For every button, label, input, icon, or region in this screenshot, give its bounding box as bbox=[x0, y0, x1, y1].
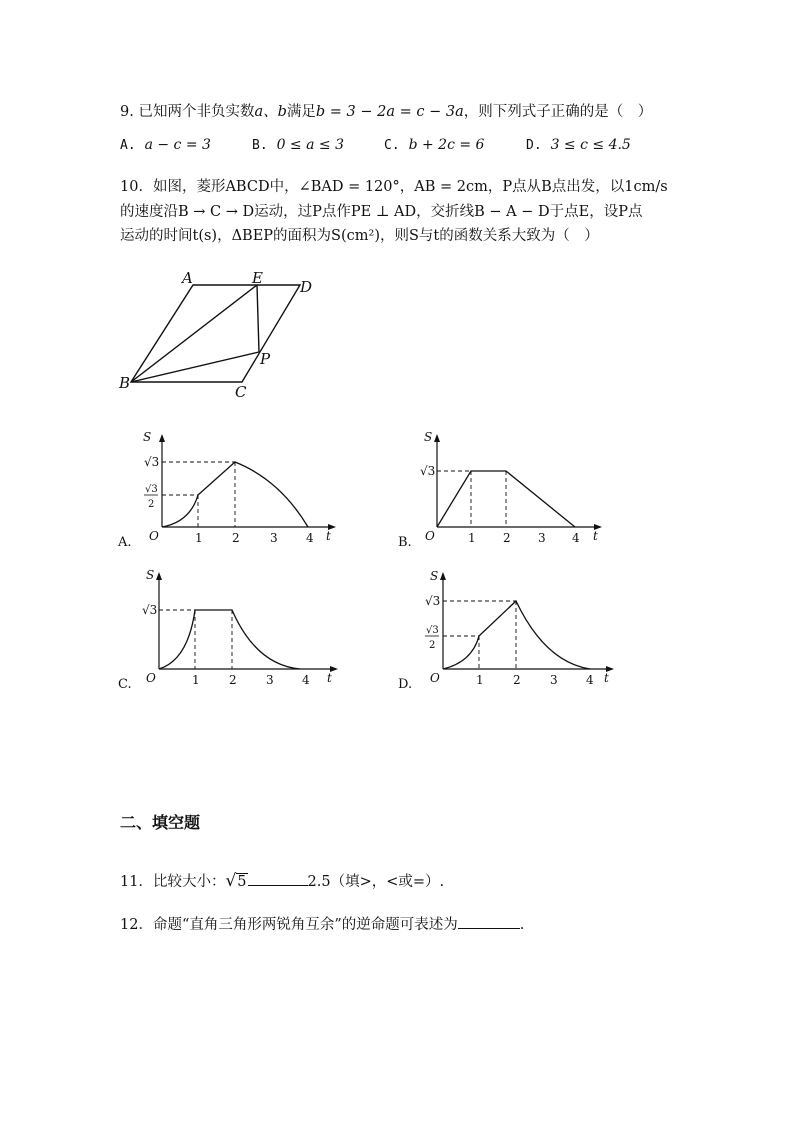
option-label: D. bbox=[526, 138, 542, 153]
y-axis-label: S bbox=[430, 569, 439, 583]
y-axis-label: S bbox=[424, 430, 433, 444]
graph-b-label: B. bbox=[398, 535, 412, 550]
tick-1: 1 bbox=[192, 673, 200, 687]
tick-half-sqrt3-den: 2 bbox=[429, 640, 436, 651]
q12-tail: . bbox=[519, 917, 525, 933]
tick-4: 4 bbox=[306, 531, 314, 545]
tick-2: 2 bbox=[513, 673, 521, 687]
tick-4: 4 bbox=[586, 673, 594, 687]
x-axis-label: t bbox=[604, 671, 609, 685]
tick-3: 3 bbox=[550, 673, 558, 687]
tick-1: 1 bbox=[195, 531, 203, 545]
graph-c bbox=[115, 562, 345, 697]
q10-line3: 运动的时间t(s)，ΔBEP的面积为S(cm²)，则S与t的函数关系大致为（ ） bbox=[120, 228, 599, 244]
tick-sqrt3: √3 bbox=[420, 464, 436, 478]
graph-d-label: D. bbox=[398, 677, 413, 692]
tick-3: 3 bbox=[270, 531, 278, 545]
y-axis-label: S bbox=[143, 430, 152, 444]
tick-4: 4 bbox=[302, 673, 310, 687]
option-expr: 0 ≤ a ≤ 3 bbox=[276, 137, 344, 153]
label-a: A bbox=[182, 269, 193, 287]
q10-line2: 的速度沿B → C → D运动，过P点作PE ⊥ AD，交折线B − A − D于点E，设P点 bbox=[120, 204, 643, 220]
q9-tail: ，则下列式子正确的是（ ） bbox=[463, 104, 653, 120]
option-label: A. bbox=[120, 138, 136, 153]
q11-tail: 2.5（填>，<或=）. bbox=[307, 874, 445, 890]
tick-3: 3 bbox=[266, 673, 274, 687]
q9-equation: b = 3 − 2a = c − 3a bbox=[315, 104, 464, 120]
q9-vars: a、b bbox=[254, 104, 287, 120]
sqrt-icon: √ bbox=[225, 871, 237, 891]
q10-line1: 10．如图，菱形ABCD中，∠BAD = 120°，AB = 2cm，P点从B点出发，以1cm/s bbox=[120, 179, 668, 195]
segment-ep bbox=[257, 285, 259, 352]
graph-c-label: C. bbox=[118, 677, 132, 692]
q12-answer-blank[interactable] bbox=[458, 928, 520, 929]
tick-sqrt3: √3 bbox=[425, 594, 441, 608]
option-label: B. bbox=[252, 138, 268, 153]
q12-stem: 12．命题“直角三角形两锐角互余”的逆命题可表述为 bbox=[120, 917, 458, 933]
q11-stem: 11．比较大小： bbox=[120, 874, 226, 890]
tick-4: 4 bbox=[572, 531, 580, 545]
y-axis-label: S bbox=[146, 568, 155, 582]
q9-stem-text: 9. 已知两个非负实数 bbox=[120, 104, 255, 120]
graph-a bbox=[115, 425, 355, 555]
origin-label: O bbox=[425, 529, 435, 543]
origin-label: O bbox=[149, 529, 159, 543]
graph-a-label: A. bbox=[118, 535, 132, 550]
q12 bbox=[120, 913, 524, 934]
x-axis-label: t bbox=[593, 529, 598, 543]
tick-2: 2 bbox=[503, 531, 511, 545]
q9-option-b bbox=[252, 137, 344, 153]
graph-c-curve bbox=[159, 610, 300, 669]
tick-1: 1 bbox=[476, 673, 484, 687]
x-axis-label: t bbox=[326, 529, 331, 543]
option-expr: a − c = 3 bbox=[144, 137, 211, 153]
tick-sqrt3: √3 bbox=[144, 455, 160, 469]
q9-cond-word: 满足 bbox=[286, 104, 316, 120]
tick-3: 3 bbox=[538, 531, 546, 545]
tick-sqrt3: √3 bbox=[142, 603, 158, 617]
graph-d bbox=[395, 562, 620, 697]
label-e: E bbox=[252, 269, 263, 287]
tick-half-sqrt3-den: 2 bbox=[148, 499, 155, 510]
q11-answer-blank[interactable] bbox=[248, 885, 308, 886]
q9-option-a bbox=[120, 137, 211, 153]
option-label: C. bbox=[384, 138, 400, 153]
rhombus-figure bbox=[110, 262, 330, 407]
origin-label: O bbox=[430, 671, 440, 685]
tick-2: 2 bbox=[232, 531, 240, 545]
q11 bbox=[120, 870, 444, 891]
q9-option-c bbox=[384, 137, 484, 153]
label-d: D bbox=[300, 278, 313, 296]
q9-stem bbox=[120, 100, 652, 121]
tick-half-sqrt3-num: √3 bbox=[145, 484, 158, 495]
tick-2: 2 bbox=[229, 673, 237, 687]
graph-b bbox=[395, 425, 615, 555]
x-axis-label: t bbox=[327, 671, 332, 685]
label-c: C bbox=[235, 383, 247, 401]
tick-half-sqrt3-num: √3 bbox=[426, 625, 439, 636]
graph-d-curve bbox=[443, 601, 590, 669]
q11-root: 5 bbox=[237, 874, 247, 890]
option-expr: b + 2c = 6 bbox=[408, 137, 485, 153]
option-expr: 3 ≤ c ≤ 4.5 bbox=[550, 137, 631, 153]
label-b: B bbox=[119, 374, 131, 392]
q9-option-d bbox=[526, 137, 631, 153]
tick-1: 1 bbox=[468, 531, 476, 545]
section-title: 二、填空题 bbox=[120, 813, 201, 832]
label-p: P bbox=[260, 350, 271, 368]
rhombus-abcd bbox=[131, 285, 300, 382]
origin-label: O bbox=[146, 671, 156, 685]
